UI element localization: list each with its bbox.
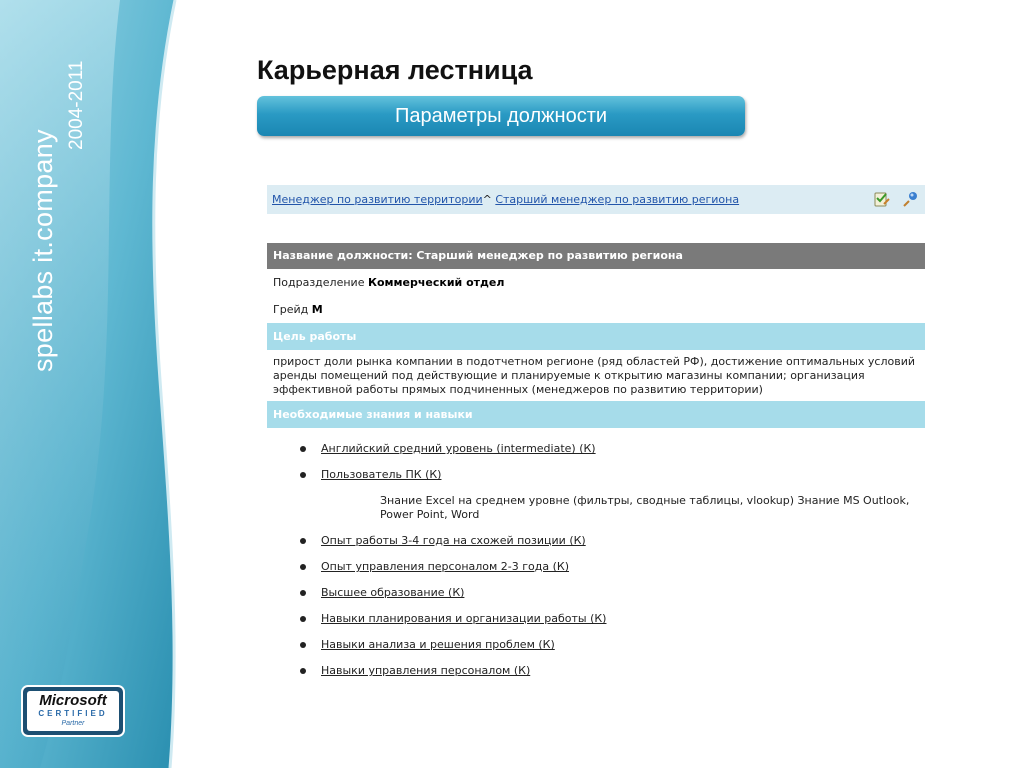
bullet-icon <box>300 616 306 622</box>
grade-label: Грейд <box>273 303 309 316</box>
bullet-icon <box>300 446 306 452</box>
list-item <box>267 528 925 554</box>
edit-icon[interactable] <box>873 190 891 208</box>
breadcrumb-prev-link[interactable]: Менеджер по развитию территории <box>272 193 483 206</box>
skill-link[interactable]: Навыки планирования и организации работы (К) <box>321 612 607 625</box>
breadcrumb-separator: ^ <box>482 193 492 206</box>
list-item <box>267 554 925 580</box>
list-item <box>267 436 925 462</box>
grade-value: M <box>311 303 323 316</box>
skill-link[interactable]: Опыт управления персоналом 2-3 года (К) <box>321 560 570 573</box>
list-item <box>267 462 925 488</box>
list-item <box>267 580 925 606</box>
bullet-icon <box>300 564 306 570</box>
page-title: Карьерная лестница <box>257 55 533 85</box>
subtitle-bar: Параметры должности <box>257 96 745 136</box>
skill-link[interactable]: Навыки анализа и решения проблем (К) <box>321 638 555 651</box>
logo-line-1: Microsoft <box>39 692 107 709</box>
brand-name: spellabs it.company <box>28 129 58 372</box>
skill-link[interactable]: Опыт работы 3-4 года на схожей позиции (К) <box>321 534 586 547</box>
logo-line-3: Partner <box>61 720 85 727</box>
logo-line-2: CERTIFIED <box>38 709 108 718</box>
list-item <box>267 658 925 684</box>
list-item <box>267 632 925 658</box>
breadcrumb-current-link[interactable]: Старший менеджер по развитию региона <box>495 193 740 206</box>
skill-link[interactable]: Английский средний уровень (intermediate) (К) <box>321 442 596 455</box>
skills-list <box>267 436 925 684</box>
bullet-icon <box>300 590 306 596</box>
division-value: Коммерческий отдел <box>367 276 505 289</box>
bullet-icon <box>300 472 306 478</box>
list-item <box>267 606 925 632</box>
division-label: Подразделение <box>273 276 365 289</box>
goal-text: прирост доли рынка компании в подотчетном регионе (ряд областей РФ), достижение оптимальных условий аренды помещений под действующие и планируемые к открытию магазины компании; организация эффективной работы прямых подчиненных (менеджеров по развитию территории) <box>273 355 916 396</box>
skill-note-item <box>267 494 925 522</box>
bullet-icon <box>300 668 306 674</box>
bullet-icon <box>300 642 306 648</box>
microsoft-certified-logo <box>21 685 125 737</box>
goal-header: Цель работы <box>267 323 925 350</box>
brand-years: 2004-2011 <box>66 60 87 150</box>
pin-icon[interactable] <box>901 190 919 208</box>
skill-link[interactable]: Навыки управления персоналом (К) <box>321 664 531 677</box>
breadcrumb <box>267 185 925 214</box>
left-decor-panel <box>0 0 220 768</box>
skills-header: Необходимые знания и навыки <box>267 401 925 428</box>
bullet-icon <box>300 538 306 544</box>
division-row <box>267 269 925 296</box>
skill-link[interactable]: Пользователь ПК (К) <box>321 468 442 481</box>
grade-row <box>267 296 925 323</box>
skill-link[interactable]: Высшее образование (К) <box>321 586 465 599</box>
position-card <box>267 185 925 684</box>
skill-note: Знание Excel на среднем уровне (фильтры, сводные таблицы, vlookup) Знание MS Outlook, Power Point, Word <box>380 494 910 521</box>
position-title-row: Название должности: Старший менеджер по развитию региона <box>267 243 925 269</box>
